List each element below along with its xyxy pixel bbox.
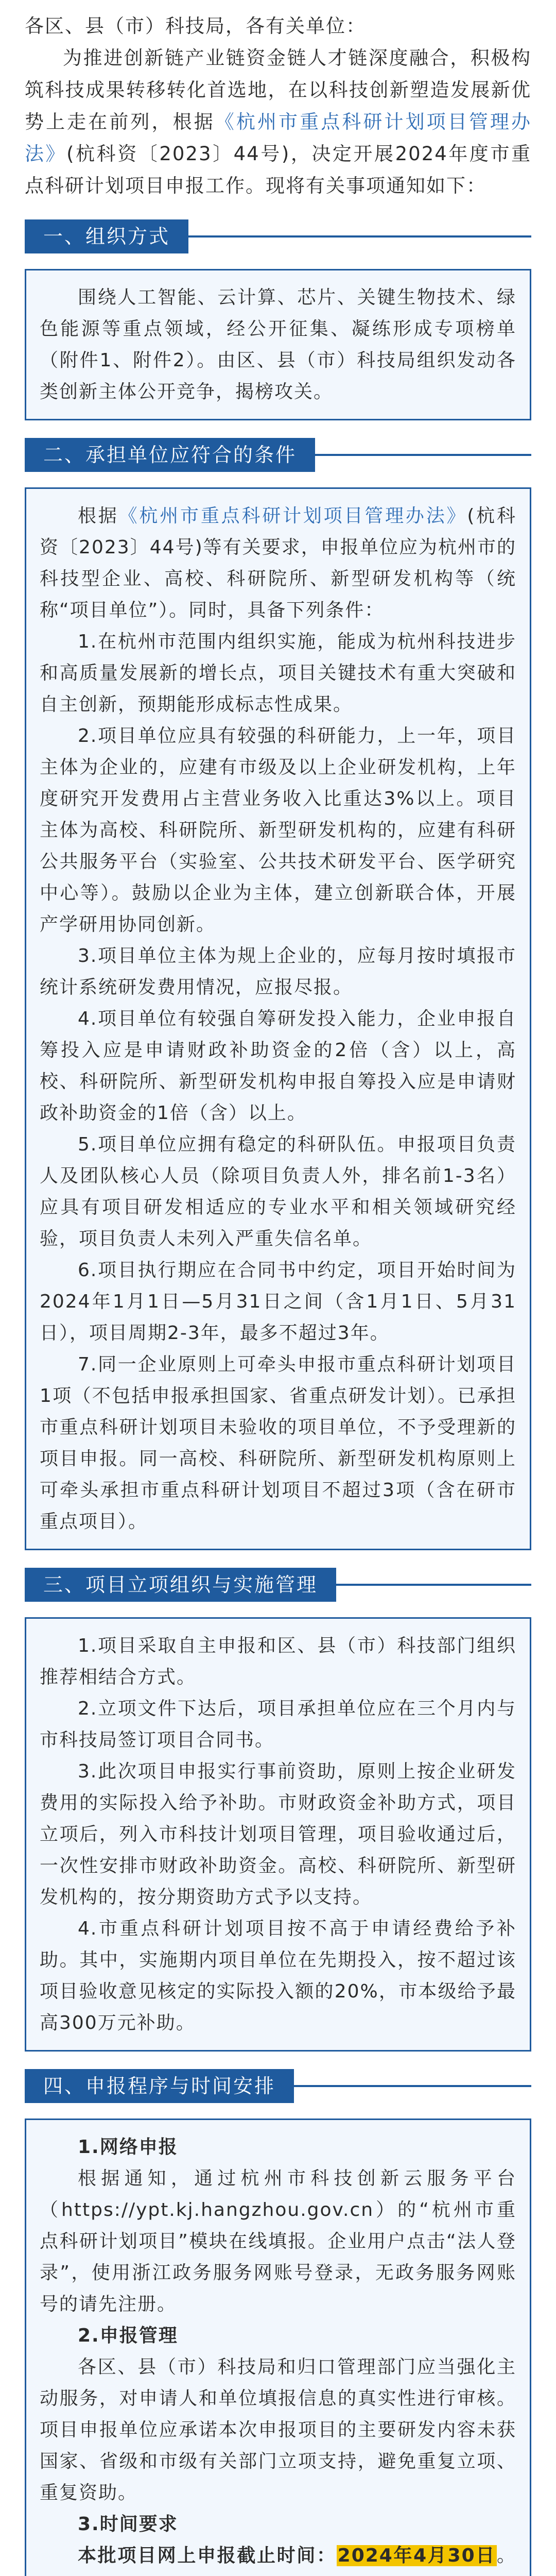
section-title-conditions: 二、承担单位应符合的条件 <box>25 438 315 472</box>
intro-paragraph <box>25 42 531 202</box>
condition-item: 2.项目单位应具有较强的科研能力，上一年，项目主体为企业的，应建有市级及以上企业研发机构，上年度研究开发费用占主营业务收入比重达3%以上。项目主体为高校、科研院所、新型研发机构的，应建有科研公共服务平台（实验室、公共技术研发平台、医学研究中心等）。鼓励以企业为主体，建立创新联合体，开展产学研用协同创新。 <box>40 725 516 935</box>
condition-item: 7.同一企业原则上可牵头申报市重点科研计划项目1项（不包括申报承担国家、省重点研发计划）。已承担市重点科研计划项目未验收的项目单位，不予受理新的项目申报。同一高校、科研院所、新型研发机构原则上可牵头承担市重点科研计划项目不超过3项（含在研市重点项目）。 <box>40 1354 516 1532</box>
time-requirement-text: 。 <box>496 2545 516 2566</box>
intro-text-b: (杭科资〔2023〕44号)，决定开展2024年度市重点科研计划项目申报工作。现将有关事项通知如下： <box>25 143 532 197</box>
management-item: 4.市重点科研计划项目按不高于申请经费给予补助。其中，实施期内项目单位在先期投入，按不超过该项目验收意见核定的实际投入额的20%，市本级给予最高300万元补助。 <box>40 1918 516 2033</box>
section-title-procedure: 四、申报程序与时间安排 <box>25 2069 294 2103</box>
greeting: 各区、县（市）科技局，各有关单位： <box>25 15 366 37</box>
condition-item: 1.在杭州市范围内组织实施，能成为杭州科技进步和高质量发展新的增长点，项目关键技术有重大突破和自主创新，预期能形成标志性成果。 <box>40 631 516 715</box>
management-item: 1.项目采取自主申报和区、县（市）科技部门组织推荐相结合方式。 <box>40 1635 516 1688</box>
section-header-procedure <box>25 2069 531 2103</box>
section-card-management <box>25 1617 531 2052</box>
management-measures-link[interactable]: 《杭州市重点科研计划项目管理办法》 <box>25 111 532 165</box>
section-title-organization: 一、组织方式 <box>25 219 188 253</box>
conditions-intro <box>40 500 516 626</box>
condition-item: 3.项目单位主体为规上企业的，应每月按时填报市统计系统研发费用情况，应报尽报。 <box>40 945 516 998</box>
section-card-organization <box>25 269 531 420</box>
section-rule <box>336 1584 531 1586</box>
intro-text-a: 为推进创新链产业链资金链人才链深度融合，积极构筑科技成果转移转化首选地，在以科技创新塑造发展新优势上走在前列，根据 <box>25 47 531 133</box>
application-management-body: 各区、县（市）科技局和归口管理部门应当强化主动服务，对申请人和单位填报信息的真实性进行审核。项目申报单位应承诺本次申报项目的主要研发内容未获国家、省级和市级有关部门立项支持，避免重复立项、重复资助。 <box>40 2357 516 2503</box>
deadline-prefix: 本批项目网上申报截止时间： <box>78 2545 337 2566</box>
section-card-conditions <box>25 487 531 1550</box>
conditions-intro-a: 根据 <box>78 505 119 527</box>
time-requirement-body <box>40 2540 516 2576</box>
management-item: 2.立项文件下达后，项目承担单位应在三个月内与市科技局签订项目合同书。 <box>40 1698 516 1751</box>
section-rule <box>315 454 531 456</box>
condition-item: 5.项目单位应拥有稳定的科研队伍。申报项目负责人及团队核心人员（除项目负责人外，排名前1-3名）应具有项目研发相适应的专业水平和相关领域研究经验，项目负责人未列入严重失信名单。 <box>40 1134 516 1249</box>
management-item: 3.此次项目申报实行事前资助，原则上按企业研发费用的实际投入给予补助。市财政资金补助方式，项目立项后，列入市科技计划项目管理，项目验收通过后，一次性安排市财政补助资金。高校、科研院所、新型研发机构的，按分期资助方式予以支持。 <box>40 1761 516 1908</box>
time-requirement-title: 3.时间要求 <box>78 2514 178 2535</box>
section-header-organization <box>25 219 531 253</box>
condition-item: 6.项目执行期应在合同书中约定，项目开始时间为2024年1月1日—5月31日之间（含1月1日、5月31日），项目周期2-3年，最多不超过3年。 <box>40 1260 516 1344</box>
deadline-date: 2024年4月30日 <box>337 2545 496 2566</box>
condition-item: 4.项目单位有较强自筹研发投入能力，企业申报自筹投入应是申请财政补助资金的2倍（含）以上，高校、科研院所、新型研发机构申报自筹投入应是申请财政补助资金的1倍（含）以上。 <box>40 1008 516 1124</box>
online-application-title: 1.网络申报 <box>78 2137 178 2158</box>
section-rule <box>188 235 531 238</box>
section-title-management: 三、项目立项组织与实施管理 <box>25 1568 336 1602</box>
application-management-title: 2.申报管理 <box>78 2325 178 2346</box>
online-application-body: 根据通知，通过杭州市科技创新云服务平台（https://ypt.kj.hangzhou.gov.cn）的“杭州市重点科研计划项目”模块在线填报。企业用户点击“法人登录”，使用浙江政务服务网账号登录，无政务服务网账号的请先注册。 <box>40 2168 516 2315</box>
conditions-intro-b: (杭科资〔2023〕44号)等有关要求，申报单位应为杭州市的科技型企业、高校、科研院所、新型研发机构等（统称“项目单位”）。同时，具备下列条件： <box>40 505 516 621</box>
section-rule <box>294 2085 531 2087</box>
management-measures-link[interactable]: 《杭州市重点科研计划项目管理办法》 <box>118 505 467 527</box>
section-header-management <box>25 1568 531 1602</box>
organization-body: 围绕人工智能、云计算、芯片、关键生物技术、绿色能源等重点领域，经公开征集、凝练形成专项榜单（附件1、附件2）。由区、县（市）科技局组织发动各类创新主体公开竞争，揭榜攻关。 <box>40 287 516 402</box>
section-card-procedure <box>25 2119 531 2576</box>
section-header-conditions <box>25 438 531 472</box>
